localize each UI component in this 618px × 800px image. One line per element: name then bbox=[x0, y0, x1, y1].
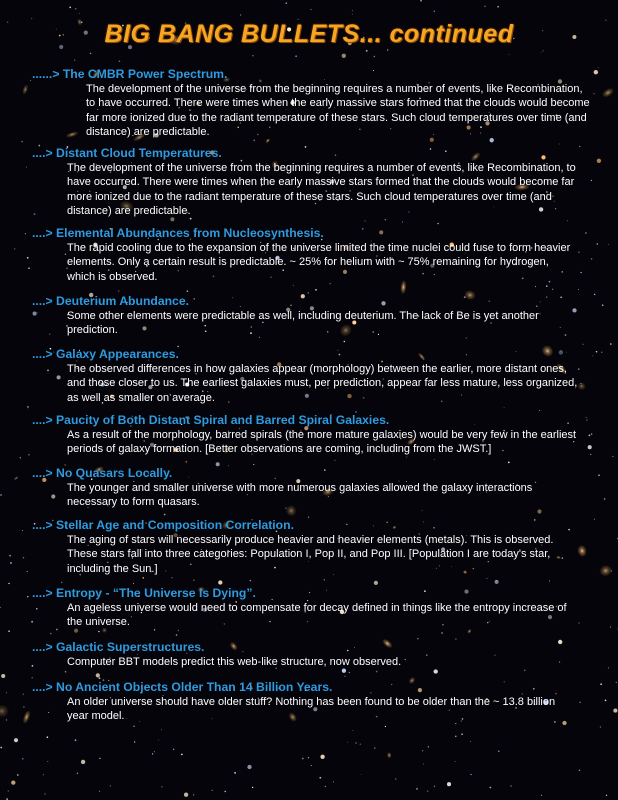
bullet-stellar-age bbox=[0, 518, 618, 576]
bullet-body: The development of the universe from the beginning requires a number of events, like Recombination, to have occurred. There were times when the early massive stars formed that the clouds would become far more ionized due to the radiant temperature of these stars. Such cloud temperatures over time (and distance) are predictable. bbox=[86, 83, 590, 138]
bullet-heading: ......> The CMBR Power Spectrum. bbox=[32, 67, 228, 81]
bullet-heading: ....> Entropy - “The Universe Is Dying”. bbox=[32, 586, 256, 600]
page-title: BIG BANG BULLETS... continued bbox=[104, 20, 514, 48]
bullet-body: An ageless universe would need to compensate for decay defined in things like the entropy increase of the universe. bbox=[67, 602, 567, 629]
bullet-heading: ....> Galaxy Appearances. bbox=[32, 347, 179, 361]
bullet-body: Some other elements were predictable as well, including deuterium. The lack of Be is yet another prediction. bbox=[67, 310, 539, 337]
bullet-galaxy-appearances bbox=[0, 347, 618, 405]
bullet-heading: ....> Distant Cloud Temperatures. bbox=[32, 146, 222, 160]
bullet-heading: ....> Stellar Age and Composition Correlation. bbox=[32, 518, 294, 532]
bullet-elemental-abundances bbox=[0, 226, 618, 284]
bullet-heading: ....> No Quasars Locally. bbox=[32, 466, 173, 480]
bullet-deuterium-abundance bbox=[0, 294, 618, 338]
bullet-no-ancient-objects bbox=[0, 680, 618, 724]
bullet-entropy bbox=[0, 586, 618, 630]
bullet-cmbr-power-spectrum bbox=[0, 67, 618, 139]
bullet-heading: ....> No Ancient Objects Older Than 14 Billion Years. bbox=[32, 680, 333, 694]
bullet-heading: ....> Elemental Abundances from Nucleosynthesis. bbox=[32, 226, 324, 240]
bullet-body: The development of the universe from the beginning requires a number of events, like Recombination, to have occurred. There were times when the early massive stars formed that the clouds would become far more ionized due to the radiant temperature of these stars. Such cloud temperatures over time (and distance) are predictable. bbox=[67, 162, 576, 217]
bullet-body: The younger and smaller universe with more numerous galaxies allowed the galaxy interactions necessary to form quasars. bbox=[67, 482, 533, 509]
bullet-distant-cloud-temperatures bbox=[0, 146, 618, 218]
bullet-body: As a result of the morphology, barred spirals (the more mature galaxies) would be very few in the earliest periods of galaxy formation. [Better observations are coming, including from the JWST.] bbox=[67, 429, 577, 456]
bullet-heading: ....> Paucity of Both Distant Spiral and Barred Spiral Galaxies. bbox=[32, 413, 390, 427]
bullet-heading: ....> Deuterium Abundance. bbox=[32, 294, 189, 308]
bullet-body: An older universe should have older stuff? Nothing has been found to be older than the ~ 13.8 billion year model. bbox=[67, 696, 556, 723]
bullet-body: The aging of stars will necessarily produce heavier and heavier elements (metals). This is observed. These stars fall into three categories: Population I, Pop II, and Pop III. [Population I are today's star, including the Sun.] bbox=[67, 534, 554, 575]
bullet-heading: ....> Galactic Superstructures. bbox=[32, 640, 205, 654]
bullet-galactic-superstructures bbox=[0, 640, 618, 669]
bullet-body: The rapid cooling due to the expansion of the universe limited the time nuclei could fuse to form heavier elements. Only a certain result is predictable. ~ 25% for helium with ~ 75% remaining for hydrogen, which is observed. bbox=[67, 242, 571, 283]
bullet-no-quasars-locally bbox=[0, 466, 618, 510]
bullet-body: Computer BBT models predict this web-like structure, now observed. bbox=[67, 656, 402, 668]
bullet-body: The observed differences in how galaxies appear (morphology) between the earlier, more distant ones, and those closer to us. The earliest galaxies must, per prediction, appear far less mature, less organized, as well as smaller on average. bbox=[67, 363, 578, 404]
bullet-paucity-spirals bbox=[0, 413, 618, 457]
